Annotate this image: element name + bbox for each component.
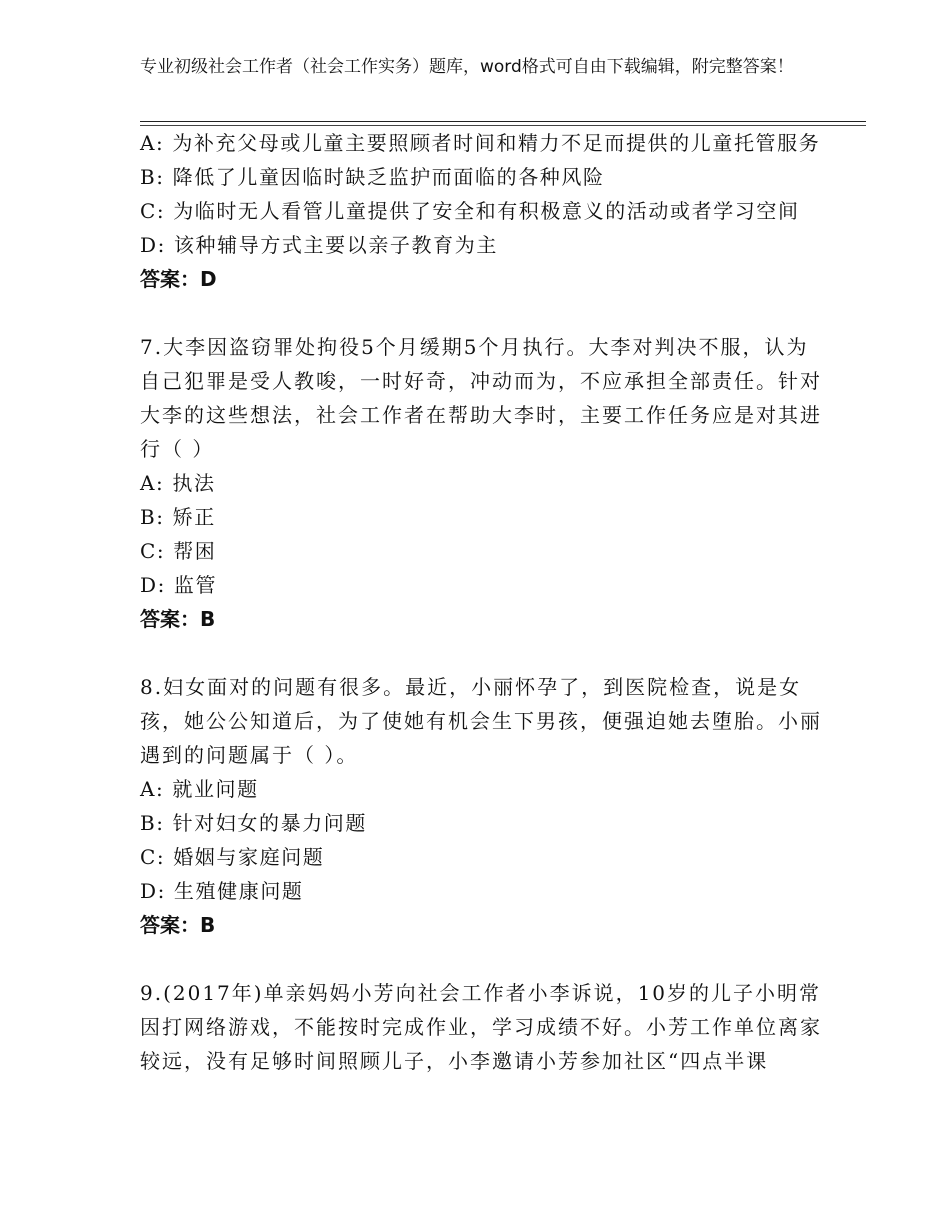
option-a: A: 为补充父母或儿童主要照顾者时间和精力不足而提供的儿童托管服务 xyxy=(140,131,821,155)
answer-label: 答案：B xyxy=(140,913,216,937)
question-6-continuation xyxy=(140,126,830,296)
option-d: D: 监管 xyxy=(140,573,218,597)
option-a: A: 执法 xyxy=(140,471,216,495)
option-b: B: 针对妇女的暴力问题 xyxy=(140,811,367,835)
option-a: A: 就业问题 xyxy=(140,777,259,801)
question-stem: 8.妇女面对的问题有很多。最近，小丽怀孕了，到医院检查，说是女孩，她公公知道后，为了使她有机会生下男孩，便强迫她去堕胎。小丽遇到的问题属于（ ）。 xyxy=(140,675,822,767)
question-list xyxy=(140,126,830,1078)
question-7 xyxy=(140,330,830,636)
option-c: C: 帮困 xyxy=(140,539,217,563)
question-stem: 7.大李因盗窃罪处拘役5个月缓期5个月执行。大李对判决不服，认为自己犯罪是受人教唆，一时好奇，冲动而为，不应承担全部责任。针对大李的这些想法，社会工作者在帮助大李时，主要工作任务应是对其进行（ ） xyxy=(140,335,822,461)
spacer xyxy=(140,942,830,976)
option-c: C: 婚姻与家庭问题 xyxy=(140,845,325,869)
question-8 xyxy=(140,670,830,942)
answer-label: 答案：B xyxy=(140,607,216,631)
option-d: D: 生殖健康问题 xyxy=(140,879,304,903)
option-c: C: 为临时无人看管儿童提供了安全和有积极意义的活动或者学习空间 xyxy=(140,199,800,223)
question-stem: 9.(2017年)单亲妈妈小芳向社会工作者小李诉说，10岁的儿子小明常因打网络游戏，不能按时完成作业，学习成绩不好。小芳工作单位离家较远，没有足够时间照顾儿子，小李邀请小芳参加社区“四点半课 xyxy=(140,981,822,1073)
header-divider xyxy=(140,121,866,122)
question-9 xyxy=(140,976,830,1078)
answer-label: 答案：D xyxy=(140,267,217,291)
spacer xyxy=(140,296,830,330)
option-d: D: 该种辅导方式主要以亲子教育为主 xyxy=(140,233,498,257)
spacer xyxy=(140,636,830,670)
option-b: B: 矫正 xyxy=(140,505,216,529)
option-b: B: 降低了儿童因临时缺乏监护而面临的各种风险 xyxy=(140,165,605,189)
document-header: 专业初级社会工作者（社会工作实务）题库，word格式可自由下载编辑，附完整答案！ xyxy=(140,57,794,77)
